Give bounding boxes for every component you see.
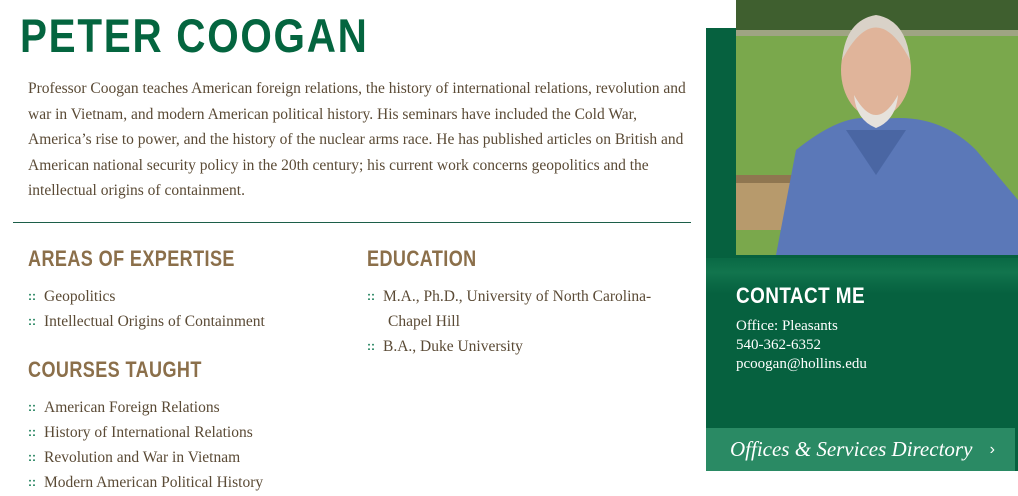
portrait-image xyxy=(736,0,1018,255)
list-item: :: Modern American Political History xyxy=(28,470,263,495)
contact-phone[interactable]: 540-362-6352 xyxy=(736,337,821,353)
list-item: :: American Foreign Relations xyxy=(28,395,263,420)
education-list xyxy=(367,284,687,359)
list-item: :: B.A., Duke University xyxy=(367,334,687,359)
bullet-icon: :: xyxy=(28,400,36,414)
bullet-icon: :: xyxy=(28,289,36,303)
education-heading: EDUCATION xyxy=(367,246,477,271)
contact-office: Office: Pleasants xyxy=(736,318,838,334)
list-item: :: History of International Relations xyxy=(28,420,263,445)
contact-heading: CONTACT ME xyxy=(736,283,866,308)
list-item: :: Revolution and War in Vietnam xyxy=(28,445,263,470)
expertise-list xyxy=(28,284,265,334)
courses-list xyxy=(28,395,263,495)
directory-label: Offices & Services Directory xyxy=(730,437,973,461)
bullet-icon: :: xyxy=(28,475,36,489)
bullet-icon: :: xyxy=(367,289,375,303)
list-item: :: M.A., Ph.D., University of North Carolina- Chapel Hill xyxy=(367,284,687,334)
bullet-icon: :: xyxy=(28,450,36,464)
bio-text: Professor Coogan teaches American foreign relations, the history of international relations, revolution and war in Vietnam, and modern American political history. His seminars have included the Cold War, America’s rise to power, and the history of the nuclear arms race. He has published articles on British and American national security policy in the 20th century; his current work concerns geopolitics and the intellectual origins of containment. xyxy=(28,80,686,199)
bullet-icon: :: xyxy=(367,339,375,353)
chevron-right-icon: › xyxy=(989,441,995,458)
list-item: :: Intellectual Origins of Containment xyxy=(28,309,265,334)
list-item: :: Geopolitics xyxy=(28,284,265,309)
bullet-icon: :: xyxy=(28,425,36,439)
directory-link[interactable] xyxy=(706,428,1015,471)
page-title: PETER COOGAN xyxy=(20,9,369,62)
bullet-icon: :: xyxy=(28,314,36,328)
contact-email-link[interactable]: pcoogan@hollins.edu xyxy=(736,356,867,372)
courses-heading: COURSES TAUGHT xyxy=(28,357,202,382)
profile-photo xyxy=(736,0,1018,255)
divider xyxy=(13,222,691,223)
expertise-heading: AREAS OF EXPERTISE xyxy=(28,246,235,271)
